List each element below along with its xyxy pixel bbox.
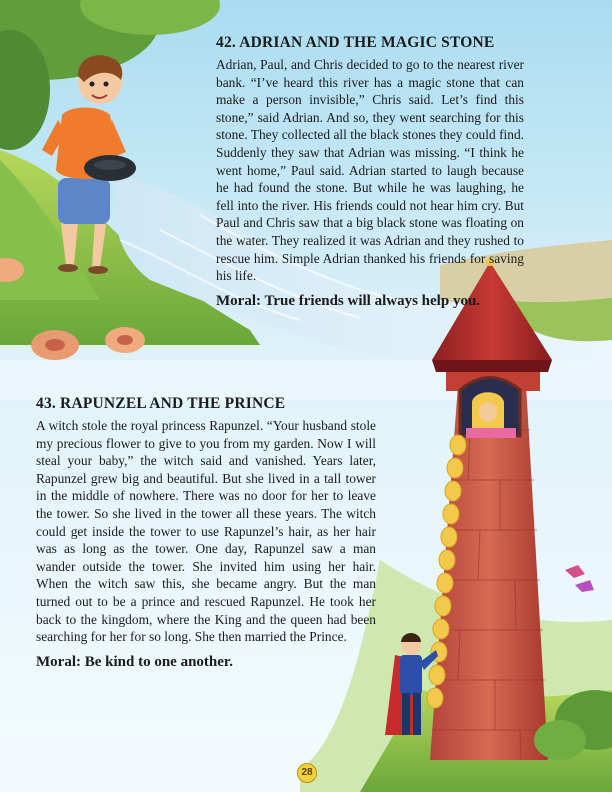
story-body: A witch stole the royal princess Rapunzel. “Your husband stole my precious flower to give to you from my garden. Now I will steal your baby,” the witch said and vanished. Years later, Rapunzel grew big and beautiful. But she lived in a tall tower in the middle of nowhere. There was no door for her to leave the tower. So she lived in the tower all these years. The witch could get inside the tower to use Rapunzel’s hair, as her hair was as long as the tower. One day, Rapunzel saw a man wander outside the tower. She invited him using her hair. When the witch saw this, she became angry. But the man turned out to be a prince and rescued Rapunzel. He took her back to the kingdom, where the King and the queen had been searching for her for so long. She then married the Prince. bbox=[36, 418, 376, 645]
story-title: 43. RAPUNZEL AND THE PRINCE bbox=[36, 395, 286, 412]
story-body: Adrian, Paul, and Chris decided to go to the nearest river bank. “I’ve heard this river has a magic stone that can make a person invisible,” Chris said. Let’s find this stone,” said Adrian. And so, they went searching for this stone. They collected all the black stones they could find. Suddenly they saw that Adrian was missing. “I think he went home,” Paul said. Adrian started to laugh because he had found the stone. But while he was laughing, he fell into the river. His friends could not hear him cry. But Paul and Chris saw that a big black stone was floating on the water. They realized it was Adrian and they rushed to rescue him. Simple Adrian thanked his friends for saving his life. bbox=[216, 57, 524, 284]
story-title: 42. ADRIAN AND THE MAGIC STONE bbox=[216, 34, 495, 51]
story-moral: Moral: True friends will always help you. bbox=[216, 292, 481, 309]
story-adrian bbox=[216, 34, 524, 310]
story-moral: Moral: Be kind to one another. bbox=[36, 653, 233, 670]
story-rapunzel bbox=[36, 395, 376, 671]
page-number: 28 bbox=[297, 763, 317, 783]
